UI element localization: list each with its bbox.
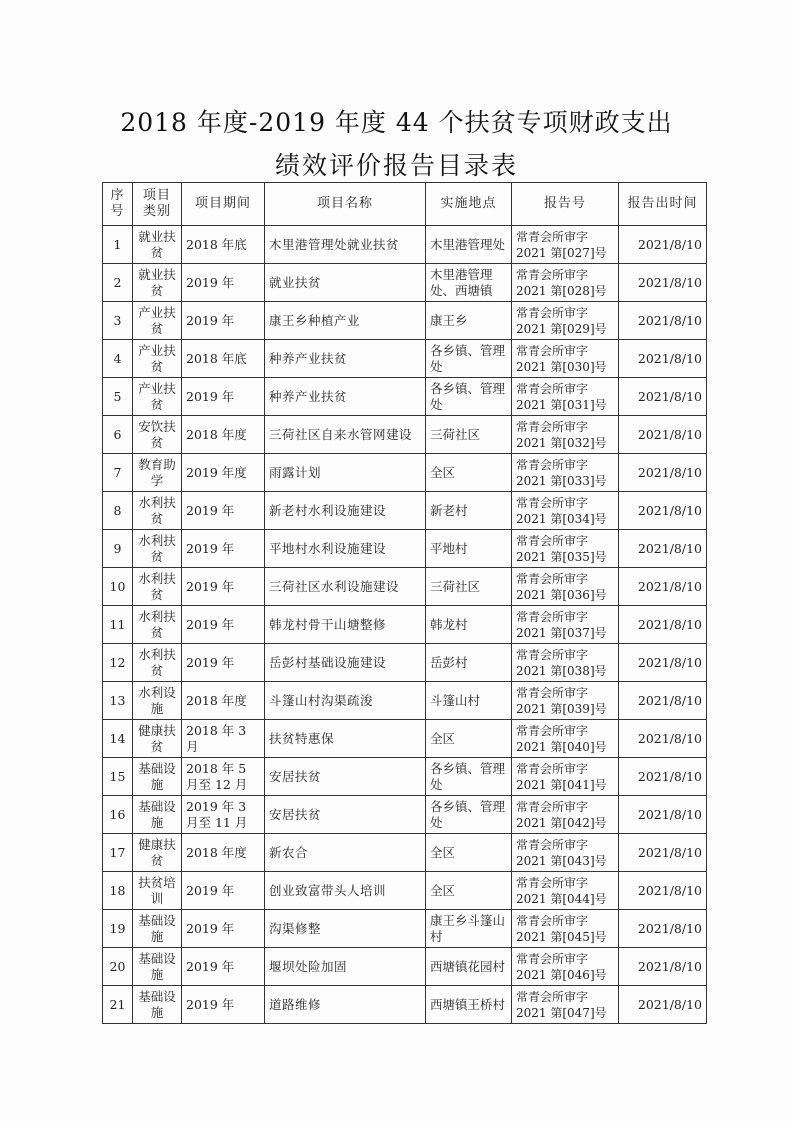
report-catalog-table — [102, 182, 707, 1024]
table-row — [103, 340, 707, 378]
cell-serial-no: 16 — [103, 796, 133, 834]
cell-report-date: 2021/8/10 — [619, 416, 707, 454]
header-report-date: 报告出时间 — [619, 183, 707, 226]
cell-report-date: 2021/8/10 — [619, 720, 707, 758]
table-row — [103, 796, 707, 834]
cell-project-name: 木里港管理处就业扶贫 — [265, 226, 426, 264]
cell-project-period: 2019 年 — [182, 872, 265, 910]
cell-project-period: 2019 年 — [182, 264, 265, 302]
table-row — [103, 378, 707, 416]
cell-project-period: 2019 年 — [182, 606, 265, 644]
cell-location: 全区 — [426, 720, 512, 758]
cell-report-date: 2021/8/10 — [619, 226, 707, 264]
header-project-period: 项目期间 — [182, 183, 265, 226]
table-row — [103, 454, 707, 492]
cell-location: 各乡镇、管理处 — [426, 758, 512, 796]
cell-project-name: 三荷社区水利设施建设 — [265, 568, 426, 606]
cell-location: 三荷社区 — [426, 568, 512, 606]
table-row — [103, 986, 707, 1024]
cell-serial-no: 3 — [103, 302, 133, 340]
cell-report-date: 2021/8/10 — [619, 948, 707, 986]
cell-report-date: 2021/8/10 — [619, 758, 707, 796]
cell-report-number: 常青会所审字 2021 第[041]号 — [512, 758, 619, 796]
cell-report-number: 常青会所审字 2021 第[046]号 — [512, 948, 619, 986]
table-row — [103, 302, 707, 340]
cell-project-category: 基础设施 — [133, 986, 182, 1024]
cell-location: 各乡镇、管理处 — [426, 378, 512, 416]
cell-project-period: 2019 年 — [182, 910, 265, 948]
table-row — [103, 872, 707, 910]
cell-serial-no: 15 — [103, 758, 133, 796]
table-header-row — [103, 183, 707, 226]
cell-location: 全区 — [426, 454, 512, 492]
header-serial-no: 序号 — [103, 183, 133, 226]
cell-location: 木里港管理处 — [426, 226, 512, 264]
cell-project-period: 2019 年 — [182, 568, 265, 606]
cell-project-category: 基础设施 — [133, 758, 182, 796]
header-project-category: 项目类别 — [133, 183, 182, 226]
cell-report-number: 常青会所审字 2021 第[031]号 — [512, 378, 619, 416]
cell-report-date: 2021/8/10 — [619, 606, 707, 644]
cell-project-category: 水利扶贫 — [133, 644, 182, 682]
table-row — [103, 530, 707, 568]
cell-serial-no: 1 — [103, 226, 133, 264]
cell-report-number: 常青会所审字 2021 第[029]号 — [512, 302, 619, 340]
cell-report-number: 常青会所审字 2021 第[035]号 — [512, 530, 619, 568]
cell-project-category: 教育助学 — [133, 454, 182, 492]
cell-project-category: 产业扶贫 — [133, 340, 182, 378]
cell-project-name: 种养产业扶贫 — [265, 340, 426, 378]
cell-project-category: 就业扶贫 — [133, 264, 182, 302]
cell-location: 三荷社区 — [426, 416, 512, 454]
cell-project-category: 扶贫培训 — [133, 872, 182, 910]
table-row — [103, 606, 707, 644]
cell-project-name: 就业扶贫 — [265, 264, 426, 302]
cell-project-period: 2018 年度 — [182, 682, 265, 720]
table-row — [103, 682, 707, 720]
cell-report-date: 2021/8/10 — [619, 378, 707, 416]
cell-project-name: 堰坝处险加固 — [265, 948, 426, 986]
cell-project-category: 就业扶贫 — [133, 226, 182, 264]
cell-report-date: 2021/8/10 — [619, 302, 707, 340]
cell-project-category: 健康扶贫 — [133, 720, 182, 758]
cell-location: 西塘镇花园村 — [426, 948, 512, 986]
cell-project-name: 扶贫特惠保 — [265, 720, 426, 758]
cell-report-number: 常青会所审字 2021 第[036]号 — [512, 568, 619, 606]
cell-report-number: 常青会所审字 2021 第[042]号 — [512, 796, 619, 834]
cell-report-number: 常青会所审字 2021 第[045]号 — [512, 910, 619, 948]
cell-serial-no: 7 — [103, 454, 133, 492]
cell-project-name: 康王乡种植产业 — [265, 302, 426, 340]
cell-project-name: 韩龙村骨干山塘整修 — [265, 606, 426, 644]
cell-serial-no: 13 — [103, 682, 133, 720]
cell-serial-no: 4 — [103, 340, 133, 378]
cell-project-category: 安饮扶贫 — [133, 416, 182, 454]
table-row — [103, 226, 707, 264]
table-row — [103, 492, 707, 530]
cell-report-number: 常青会所审字 2021 第[037]号 — [512, 606, 619, 644]
cell-report-date: 2021/8/10 — [619, 530, 707, 568]
cell-report-number: 常青会所审字 2021 第[039]号 — [512, 682, 619, 720]
cell-project-category: 水利设施 — [133, 682, 182, 720]
cell-project-period: 2018 年度 — [182, 834, 265, 872]
cell-report-number: 常青会所审字 2021 第[028]号 — [512, 264, 619, 302]
cell-project-period: 2019 年度 — [182, 454, 265, 492]
cell-report-number: 常青会所审字 2021 第[032]号 — [512, 416, 619, 454]
cell-project-category: 水利扶贫 — [133, 568, 182, 606]
header-location: 实施地点 — [426, 183, 512, 226]
cell-report-date: 2021/8/10 — [619, 340, 707, 378]
cell-project-name: 沟渠修整 — [265, 910, 426, 948]
cell-report-date: 2021/8/10 — [619, 454, 707, 492]
cell-location: 平地村 — [426, 530, 512, 568]
cell-location: 斗篷山村 — [426, 682, 512, 720]
cell-project-category: 基础设施 — [133, 910, 182, 948]
cell-serial-no: 21 — [103, 986, 133, 1024]
table-row — [103, 834, 707, 872]
cell-serial-no: 19 — [103, 910, 133, 948]
cell-project-name: 种养产业扶贫 — [265, 378, 426, 416]
cell-report-number: 常青会所审字 2021 第[044]号 — [512, 872, 619, 910]
cell-project-name: 岳彭村基础设施建设 — [265, 644, 426, 682]
cell-project-period: 2019 年 — [182, 644, 265, 682]
cell-report-date: 2021/8/10 — [619, 872, 707, 910]
cell-report-date: 2021/8/10 — [619, 644, 707, 682]
cell-serial-no: 9 — [103, 530, 133, 568]
cell-project-period: 2018 年 3 月 — [182, 720, 265, 758]
cell-serial-no: 10 — [103, 568, 133, 606]
cell-serial-no: 18 — [103, 872, 133, 910]
cell-location: 西塘镇王桥村 — [426, 986, 512, 1024]
cell-report-number: 常青会所审字 2021 第[040]号 — [512, 720, 619, 758]
table-row — [103, 416, 707, 454]
cell-serial-no: 20 — [103, 948, 133, 986]
cell-project-name: 新农合 — [265, 834, 426, 872]
cell-location: 各乡镇、管理处 — [426, 796, 512, 834]
cell-project-category: 基础设施 — [133, 948, 182, 986]
cell-report-number: 常青会所审字 2021 第[027]号 — [512, 226, 619, 264]
cell-report-date: 2021/8/10 — [619, 264, 707, 302]
header-project-name: 项目名称 — [265, 183, 426, 226]
cell-location: 全区 — [426, 834, 512, 872]
cell-location: 木里港管理处、西塘镇 — [426, 264, 512, 302]
document-title: 2018 年度-2019 年度 44 个扶贫专项财政支出 — [120, 108, 673, 137]
cell-project-category: 基础设施 — [133, 796, 182, 834]
cell-report-number: 常青会所审字 2021 第[047]号 — [512, 986, 619, 1024]
cell-project-name: 新老村水利设施建设 — [265, 492, 426, 530]
table-row — [103, 758, 707, 796]
cell-report-date: 2021/8/10 — [619, 492, 707, 530]
cell-serial-no: 14 — [103, 720, 133, 758]
cell-project-period: 2018 年底 — [182, 340, 265, 378]
cell-project-period: 2019 年 — [182, 948, 265, 986]
cell-location: 康王乡 — [426, 302, 512, 340]
cell-location: 韩龙村 — [426, 606, 512, 644]
cell-serial-no: 17 — [103, 834, 133, 872]
cell-project-period: 2019 年 — [182, 302, 265, 340]
header-report-number: 报告号 — [512, 183, 619, 226]
cell-project-category: 水利扶贫 — [133, 492, 182, 530]
cell-report-number: 常青会所审字 2021 第[033]号 — [512, 454, 619, 492]
table-row — [103, 948, 707, 986]
cell-location: 各乡镇、管理处 — [426, 340, 512, 378]
cell-project-period: 2019 年 — [182, 986, 265, 1024]
cell-project-period: 2019 年 — [182, 378, 265, 416]
table-row — [103, 568, 707, 606]
cell-location: 新老村 — [426, 492, 512, 530]
cell-report-date: 2021/8/10 — [619, 568, 707, 606]
cell-report-date: 2021/8/10 — [619, 796, 707, 834]
cell-project-period: 2018 年底 — [182, 226, 265, 264]
table-row — [103, 910, 707, 948]
cell-project-period: 2018 年度 — [182, 416, 265, 454]
cell-project-name: 安居扶贫 — [265, 796, 426, 834]
cell-serial-no: 5 — [103, 378, 133, 416]
table-body — [103, 226, 707, 1024]
cell-project-category: 健康扶贫 — [133, 834, 182, 872]
cell-location: 岳彭村 — [426, 644, 512, 682]
cell-location: 全区 — [426, 872, 512, 910]
cell-project-name: 雨露计划 — [265, 454, 426, 492]
cell-report-number: 常青会所审字 2021 第[038]号 — [512, 644, 619, 682]
cell-serial-no: 8 — [103, 492, 133, 530]
cell-report-number: 常青会所审字 2021 第[034]号 — [512, 492, 619, 530]
cell-serial-no: 2 — [103, 264, 133, 302]
cell-location: 康王乡斗篷山村 — [426, 910, 512, 948]
table-row — [103, 644, 707, 682]
cell-project-category: 水利扶贫 — [133, 530, 182, 568]
cell-project-period: 2019 年 — [182, 530, 265, 568]
table-row — [103, 720, 707, 758]
cell-project-category: 产业扶贫 — [133, 378, 182, 416]
cell-report-date: 2021/8/10 — [619, 986, 707, 1024]
cell-project-category: 产业扶贫 — [133, 302, 182, 340]
document-subtitle: 绩效评价报告目录表 — [274, 151, 518, 180]
cell-project-name: 道路维修 — [265, 986, 426, 1024]
cell-project-name: 三荷社区自来水管网建设 — [265, 416, 426, 454]
table-row — [103, 264, 707, 302]
cell-project-name: 创业致富带头人培训 — [265, 872, 426, 910]
cell-serial-no: 12 — [103, 644, 133, 682]
cell-project-name: 斗篷山村沟渠疏浚 — [265, 682, 426, 720]
cell-project-period: 2019 年 — [182, 492, 265, 530]
cell-project-name: 安居扶贫 — [265, 758, 426, 796]
cell-report-date: 2021/8/10 — [619, 682, 707, 720]
cell-report-date: 2021/8/10 — [619, 910, 707, 948]
cell-project-category: 水利扶贫 — [133, 606, 182, 644]
cell-project-name: 平地村水利设施建设 — [265, 530, 426, 568]
cell-report-date: 2021/8/10 — [619, 834, 707, 872]
cell-project-period: 2019 年 3 月至 11 月 — [182, 796, 265, 834]
cell-report-number: 常青会所审字 2021 第[043]号 — [512, 834, 619, 872]
cell-project-period: 2018 年 5 月至 12 月 — [182, 758, 265, 796]
cell-serial-no: 11 — [103, 606, 133, 644]
cell-serial-no: 6 — [103, 416, 133, 454]
cell-report-number: 常青会所审字 2021 第[030]号 — [512, 340, 619, 378]
